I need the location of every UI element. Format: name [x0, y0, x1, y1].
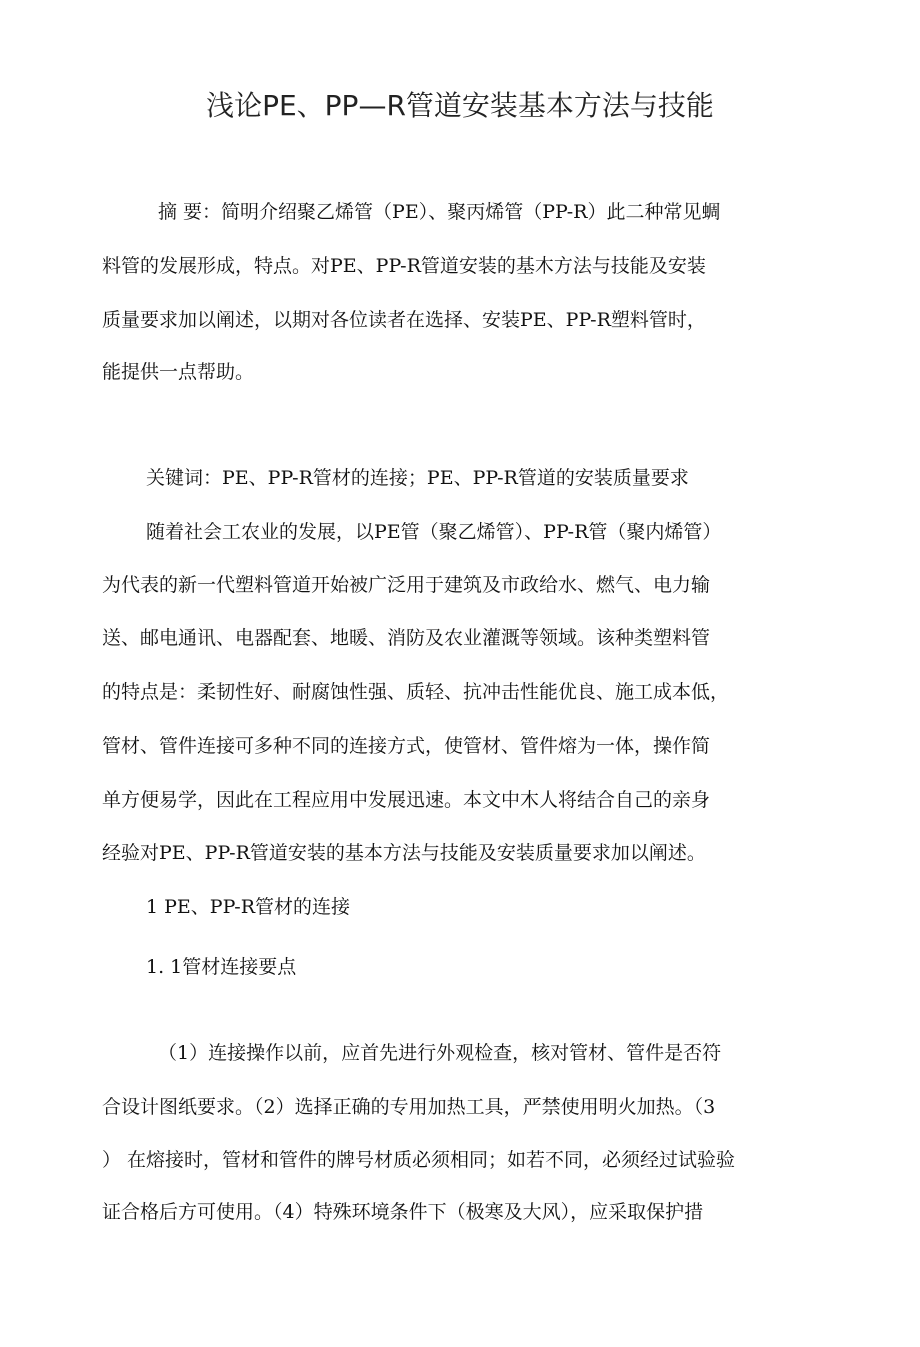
subsection-heading: 1. 1管材连接要点	[146, 956, 297, 978]
point-line: ） 在熔接时，管材和管件的牌号材质必须相同；如若不同，必须经过试验验	[102, 1149, 736, 1171]
abstract-line: 摘 要：简明介绍聚乙烯管（PE）、聚丙烯管（PP-R）此二种常见蜩	[158, 201, 721, 223]
intro-line: 经验对PE、PP-R管道安装的基本方法与技能及安装质量要求加以阐述。	[102, 842, 706, 864]
intro-line: 单方便易学，因此在工程应用中发展迅速。本文中木人将结合自己的亲身	[102, 789, 711, 811]
point-line: （1）连接操作以前，应首先进行外观检查，核对管材、管件是否符	[158, 1042, 722, 1064]
point-line: 证合格后方可使用。（4）特殊环境条件下（极寒及大风），应采取保护措	[102, 1201, 704, 1223]
abstract-line: 质量要求加以阐述，以期对各位读者在选择、安装PE、PP-R塑料管时，	[102, 309, 706, 331]
intro-line: 送、邮电通讯、电器配套、地暖、消防及农业灌溉等领域。该种类塑料管	[102, 627, 711, 649]
document-title: 浅论PE、PP—R管道安装基本方法与技能	[206, 89, 714, 122]
intro-line: 随着社会工农业的发展，以PE管（聚乙烯管）、PP-R管（聚内烯管）	[146, 521, 722, 543]
section-heading: 1 PE、PP-R管材的连接	[146, 896, 351, 918]
point-line: 合设计图纸要求。（2）选择正确的专用加热工具，严禁使用明火加热。（3	[102, 1096, 716, 1118]
keywords: 关键词：PE、PP-R管材的连接；PE、PP-R管道的安装质量要求	[146, 467, 689, 489]
intro-line: 的特点是：柔韧性好、耐腐蚀性强、质轻、抗冲击性能优良、施工成本低，	[102, 681, 730, 703]
abstract-line: 料管的发展形成，特点。对PE、PP-R管道安装的基木方法与技能及安装	[102, 255, 706, 277]
intro-line: 管材、管件连接可多种不同的连接方式，使管材、管件熔为一体，操作简	[102, 735, 711, 757]
abstract-line: 能提供一点帮助。	[102, 361, 255, 383]
intro-line: 为代表的新一代塑料管道开始被广泛用于建筑及市政给水、燃气、电力输	[102, 574, 711, 596]
